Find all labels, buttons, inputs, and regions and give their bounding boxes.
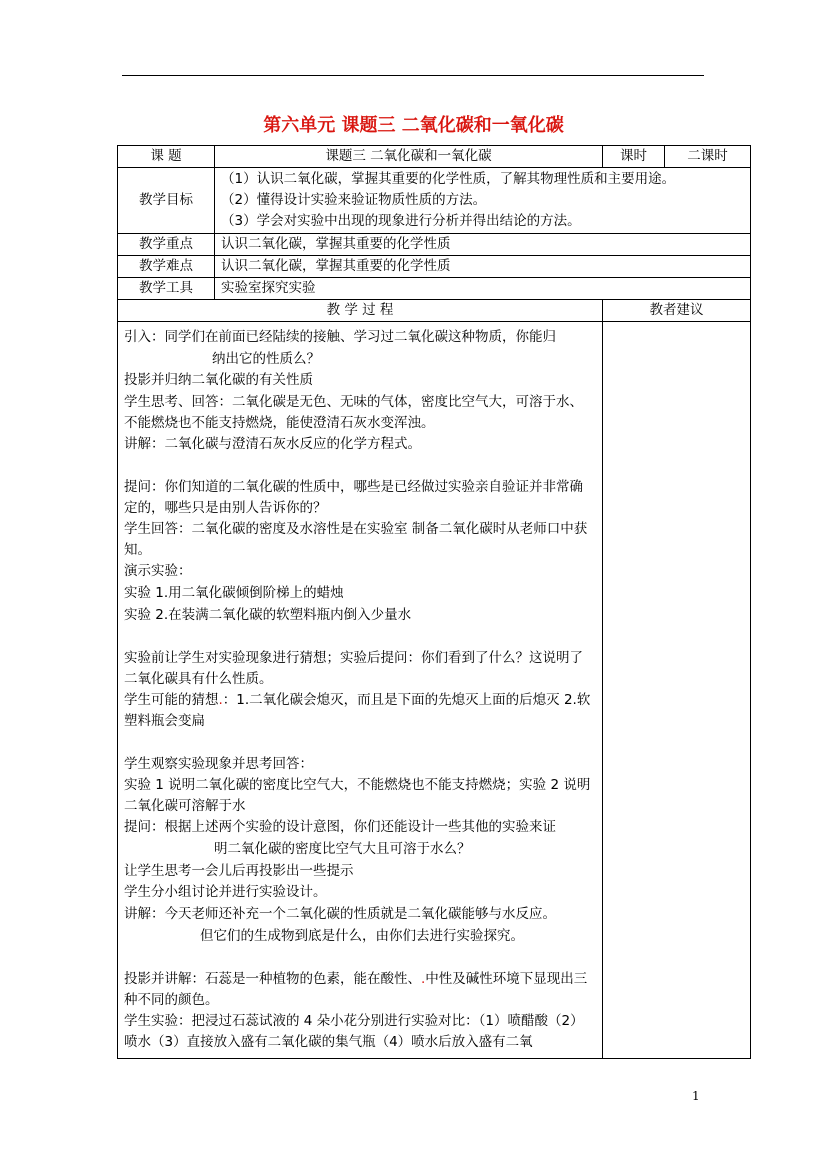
paragraph: 实验 2.在装满二氧化碳的软塑料瓶内倒入少量水 (124, 606, 412, 623)
paragraph: 提问：根据上述两个实验的设计意图，你们还能设计一些其他的实验来证 (124, 819, 556, 836)
guess-label: 学生可能的猜想 (124, 692, 219, 708)
paragraph (124, 690, 596, 732)
row-process (118, 322, 751, 1059)
row-tools (118, 278, 751, 300)
paragraph: 讲解：今天老师还补充一个二氧化碳的性质就是二氧化碳能够与水反应。 (124, 906, 556, 923)
process-header: 教 学 过 程 (118, 300, 603, 322)
paragraph: 明二氧化碳的密度比空气大且可溶于水么？ (214, 841, 471, 858)
projection-text: 投影并讲解：石蕊是一种植物的色素，能在酸性、 (124, 971, 421, 988)
paragraph: 纳出它的性质么？ (212, 350, 320, 367)
subject-label: 课 题 (118, 146, 215, 168)
subject-value: 课题三 二氧化碳和一氧化碳 (215, 146, 603, 168)
tools-label: 教学工具 (118, 278, 215, 300)
blank-line (124, 626, 596, 648)
guess-text: ：1.二氧化碳会熄灭，而且是下面的先熄灭上面的后熄灭 2.软塑料瓶会变扁 (124, 692, 591, 729)
paragraph: 提问：你们知道的二氧化碳的性质中，哪些是已经做过实验亲自验证并非常确定的，哪些只是由别人告诉你的？ (124, 479, 583, 517)
goals-list (215, 168, 751, 234)
goal-item: （2）懂得设计实验来验证物质性质的方法。 (221, 192, 487, 208)
paragraph: 投影并归纳二氧化碳的有关性质 (124, 372, 313, 389)
paragraph: 学生回答：二氧化碳的密度及水溶性是在实验室 制备二氧化碳时从老师口中获知。 (124, 521, 588, 559)
hours-label: 课时 (603, 146, 665, 168)
hours-value: 二课时 (665, 146, 751, 168)
paragraph: 实验前让学生对实验现象进行猜想；实验后提问：你们看到了什么？这说明了二氧化碳具有什么性质。 (124, 650, 583, 687)
paragraph: 学生思考、回答：二氧化碳是无色、无味的气体，密度比空气大，可溶于水、不能燃烧也不能支持燃烧，能使澄清石灰水变浑浊。 (124, 393, 583, 431)
row-process-header (118, 300, 751, 322)
row-goals (118, 168, 751, 234)
advice-content (603, 322, 751, 1059)
difficulty-label: 教学难点 (118, 256, 215, 278)
red-dot-mark: . (421, 971, 426, 988)
goals-label: 教学目标 (118, 168, 215, 234)
goal-item: （1）认识二氧化碳，掌握其重要的化学性质，了解其物理性质和主要用途。 (221, 171, 676, 187)
row-subject (118, 146, 751, 168)
row-difficulty (118, 256, 751, 278)
paragraph: 实验 1.用二氧化碳倾倒阶梯上的蜡烛 (124, 584, 344, 601)
paragraph: 学生分小组讨论并进行实验设计。 (124, 884, 327, 901)
red-dot-mark: . (218, 692, 223, 708)
blank-line (124, 732, 596, 754)
paragraph: 演示实验： (124, 563, 192, 580)
key-points-value: 认识二氧化碳，掌握其重要的化学性质 (215, 234, 751, 256)
lesson-plan-table (117, 145, 751, 1059)
paragraph: 实验 1 说明二氧化碳的密度比空气大，不能燃烧也不能支持燃烧；实验 2 说明二氧化碳可溶解于水 (124, 777, 591, 815)
paragraph: 让学生思考一会儿后再投影出一些提示 (124, 862, 354, 879)
paragraph: 学生实验：把浸过石蕊试液的 4 朵小花分别进行实验对比：（1）喷醋酸（2）喷水（3）直接放入盛有二氧化碳的集气瓶（4）喷水后放入盛有二氧 (124, 1013, 584, 1051)
difficulty-value: 认识二氧化碳，掌握其重要的化学性质 (215, 256, 751, 278)
blank-line (124, 948, 596, 970)
page-number: 1 (692, 1089, 700, 1103)
paragraph: 但它们的生成物到底是什么，由你们去进行实验探究。 (200, 927, 524, 944)
row-key-points (118, 234, 751, 256)
key-points-label: 教学重点 (118, 234, 215, 256)
paragraph: 学生观察实验现象并思考回答： (124, 755, 313, 772)
paragraph (124, 969, 596, 1011)
document-title: 第六单元 课题三 二氧化碳和一氧化碳 (263, 115, 564, 136)
advice-header: 教者建议 (603, 300, 751, 322)
projection-text-cont: 中性及碱性环境下显现出三种不同的颜色。 (124, 971, 588, 1009)
paragraph: 引入：同学们在前面已经陆续的接触、学习过二氧化碳这种物质，你能归 (124, 328, 556, 345)
blank-line (124, 456, 596, 478)
tools-value: 实验室探究实验 (215, 278, 751, 300)
header-rule (122, 75, 704, 76)
paragraph: 讲解：二氧化碳与澄清石灰水反应的化学方程式。 (124, 435, 421, 452)
goal-item: （3）学会对实验中出现的现象进行分析并得出结论的方法。 (221, 213, 581, 229)
process-content (118, 322, 603, 1059)
